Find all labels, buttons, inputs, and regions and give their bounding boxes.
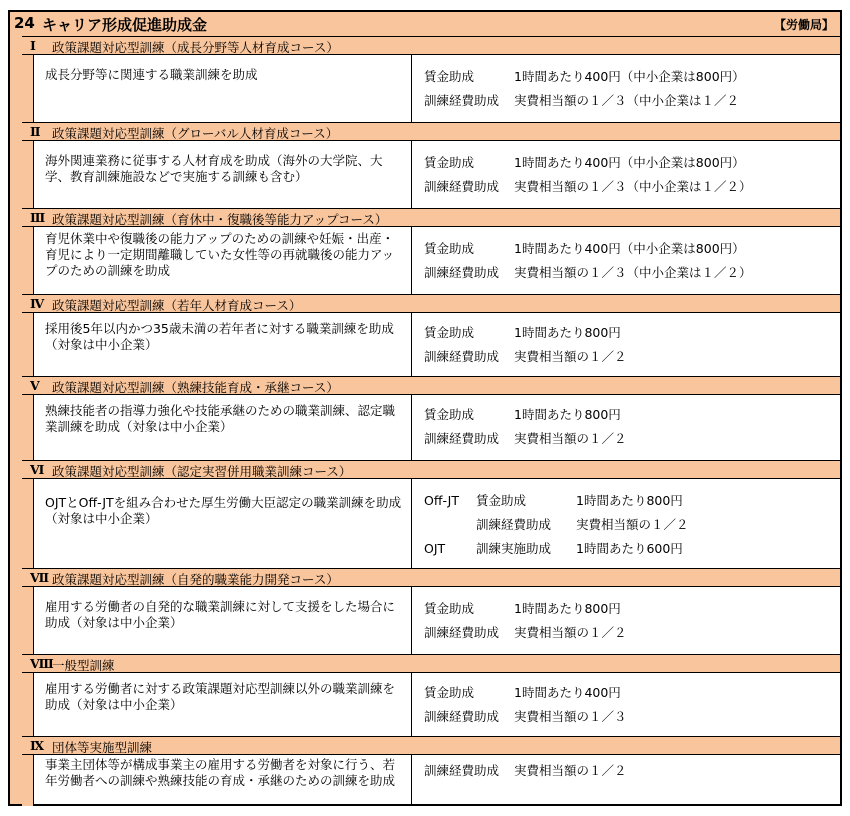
subsidy-details: [412, 227, 840, 294]
section-description: [33, 673, 412, 736]
section-title: 政策課題対応型訓練（育休中・復職後等能力アップコース）: [52, 212, 388, 227]
subsidy-label: 賃金助成: [424, 407, 475, 422]
section-header: [22, 122, 840, 141]
title-bar: [10, 12, 840, 37]
description-text: 雇用する労働者の自発的な職業訓練に対して支援をした場合に助成（対象は中小企業）: [45, 599, 396, 630]
title-number: 24: [14, 14, 35, 32]
subsidy-value: 1時間あたり400円（中小企業は800円）: [514, 241, 745, 256]
section-header: [22, 736, 840, 755]
section-description: [33, 313, 412, 376]
section-2: [22, 122, 840, 208]
section-4: [22, 294, 840, 376]
section-number: Ⅰ: [30, 38, 36, 53]
section-description: [33, 395, 412, 460]
subsidy-details: [412, 755, 840, 806]
subsidy-details: [412, 587, 840, 654]
subsidy-line: [424, 91, 739, 109]
section-header: [22, 36, 840, 55]
section-description: [33, 227, 412, 294]
description-text: 熟練技能者の指導力強化や技能承継のための職業訓練、認定職業訓練を助成（対象は中小企業）: [45, 403, 396, 434]
section-7: [22, 568, 840, 654]
subsidy-line: [424, 599, 621, 617]
subsidy-label: 賃金助成: [424, 241, 475, 256]
description-text: 成長分野等に関連する職業訓練を助成: [45, 67, 258, 82]
section-8: [22, 654, 840, 736]
subsidy-line: [424, 239, 745, 257]
section-number: Ⅶ: [30, 570, 50, 585]
section-number: Ⅴ: [30, 378, 40, 393]
section-description: [33, 141, 412, 208]
description-text: 事業主団体等が構成事業主の雇用する労働者を対象に行う、若年労働者への訓練や熟練技能の育成・承継のための訓練を助成: [45, 757, 396, 788]
subsidy-line: [424, 515, 689, 533]
subsidy-category: OJT: [424, 541, 446, 556]
subsidy-label: 賃金助成: [476, 493, 527, 508]
section-number: Ⅳ: [30, 296, 45, 311]
section-title: 政策課題対応型訓練（成長分野等人材育成コース）: [52, 40, 339, 55]
subsidy-line: [424, 405, 621, 423]
subsidy-line: [424, 323, 621, 341]
section-description: [33, 479, 412, 568]
section-header: [22, 208, 840, 227]
subsidy-label: 訓練経費助成: [424, 179, 500, 194]
description-text: OJTとOff-JTを組み合わせた厚生労働大臣認定の職業訓練を助成（対象は中小企業）: [45, 495, 402, 526]
description-text: 採用後5年以内かつ35歳未満の若年者に対する職業訓練を助成（対象は中小企業）: [45, 321, 394, 352]
description-text: 育児休業中や復職後の能力アップのための訓練や妊娠・出産・育児により一定期間離職していた女性等の再就職後の能力アップのための訓練を助成: [45, 231, 395, 278]
subsidy-line: [424, 177, 752, 195]
subsidy-line: [424, 707, 627, 725]
subsidy-value: 実費相当額の１／２: [576, 517, 689, 532]
section-header: [22, 376, 840, 395]
section-title: 政策課題対応型訓練（グローバル人材育成コース）: [52, 126, 339, 141]
subsidy-label: 訓練経費助成: [424, 93, 500, 108]
section-title: 政策課題対応型訓練（自発的職業能力開発コース）: [52, 572, 339, 587]
subsidy-details: [412, 313, 840, 376]
subsidy-label: 訓練経費助成: [424, 709, 500, 724]
section-title: 政策課題対応型訓練（若年人材育成コース）: [52, 298, 302, 313]
subsidy-value: 実費相当額の１／３（中小企業は１／２）: [514, 179, 752, 194]
section-3: [22, 208, 840, 294]
description-text: 雇用する労働者に対する政策課題対応型訓練以外の職業訓練を助成（対象は中小企業）: [45, 681, 396, 712]
subsidy-value: 実費相当額の１／３（中小企業は１／２: [514, 93, 740, 108]
subsidy-line: [424, 491, 683, 509]
section-9: [22, 736, 840, 806]
section-header: [22, 294, 840, 313]
section-header: [22, 654, 840, 673]
section-description: [33, 755, 412, 806]
section-title: 団体等実施型訓練: [52, 740, 153, 755]
section-description: [33, 587, 412, 654]
subsidy-label: 訓練経費助成: [476, 517, 552, 532]
subsidy-line: [424, 153, 745, 171]
subsidy-value: 実費相当額の１／２: [514, 625, 627, 640]
section-header: [22, 568, 840, 587]
subsidy-line: [424, 67, 745, 85]
section-5: [22, 376, 840, 460]
subsidy-label: 訓練経費助成: [424, 265, 500, 280]
subsidy-label: 訓練実施助成: [476, 541, 552, 556]
subsidy-value: 1時間あたり400円: [514, 685, 621, 700]
subsidy-label: 訓練経費助成: [424, 625, 500, 640]
subsidy-details: [412, 673, 840, 736]
section-1: [22, 36, 840, 122]
subsidy-line: [424, 623, 627, 641]
subsidy-value: 1時間あたり400円（中小企業は800円）: [514, 69, 745, 84]
subsidy-details: [412, 479, 840, 568]
subsidy-value: 実費相当額の１／２: [514, 431, 627, 446]
subsidy-label: 訓練経費助成: [424, 431, 500, 446]
subsidy-line: [424, 683, 621, 701]
subsidy-details: [412, 395, 840, 460]
subsidy-line: [424, 263, 752, 281]
section-number: Ⅸ: [30, 738, 45, 753]
subsidy-details: [412, 55, 840, 122]
subsidy-label: 賃金助成: [424, 685, 475, 700]
agency-label: 【労働局】: [773, 18, 834, 32]
subsidy-value: 1時間あたり600円: [576, 541, 683, 556]
section-title: 政策課題対応型訓練（認定実習併用職業訓練コース）: [52, 464, 352, 479]
subsidy-value: 1時間あたり800円: [514, 601, 621, 616]
subsidy-value: 1時間あたり800円: [576, 493, 683, 508]
subsidy-value: 実費相当額の１／２: [514, 349, 627, 364]
subsidy-label: 賃金助成: [424, 69, 475, 84]
section-title: 政策課題対応型訓練（熟練技能育成・承継コース）: [52, 380, 339, 395]
subsidy-value: 実費相当額の１／３: [514, 709, 627, 724]
section-description: [33, 55, 412, 122]
subsidy-label: 賃金助成: [424, 155, 475, 170]
subsidy-label: 賃金助成: [424, 325, 475, 340]
subsidy-value: 実費相当額の１／３（中小企業は１／２）: [514, 265, 752, 280]
section-header: [22, 460, 840, 479]
section-title: 一般型訓練: [52, 658, 115, 673]
subsidy-line: [424, 761, 627, 779]
subsidy-value: 実費相当額の１／２: [514, 763, 627, 778]
subsidy-value: 1時間あたり400円（中小企業は800円）: [514, 155, 745, 170]
subsidy-label: 訓練経費助成: [424, 349, 500, 364]
subsidy-category: Off-JT: [424, 493, 459, 508]
section-number: Ⅷ: [30, 656, 54, 671]
subsidy-table: [8, 10, 842, 806]
subsidy-label: 賃金助成: [424, 601, 475, 616]
section-number: Ⅱ: [30, 124, 41, 139]
section-number: Ⅲ: [30, 210, 46, 225]
subsidy-label: 訓練経費助成: [424, 763, 500, 778]
subsidy-line: [424, 347, 627, 365]
section-number: Ⅵ: [30, 462, 45, 477]
subsidy-line: [424, 429, 627, 447]
description-text: 海外関連業務に従事する人材育成を助成（海外の大学院、大学、教育訓練施設などで実施する訓練も含む）: [45, 153, 383, 184]
subsidy-value: 1時間あたり800円: [514, 407, 621, 422]
subsidy-value: 1時間あたり800円: [514, 325, 621, 340]
subsidy-details: [412, 141, 840, 208]
page-title: キャリア形成促進助成金: [42, 16, 208, 34]
subsidy-line: [424, 539, 683, 557]
section-6: [22, 460, 840, 568]
